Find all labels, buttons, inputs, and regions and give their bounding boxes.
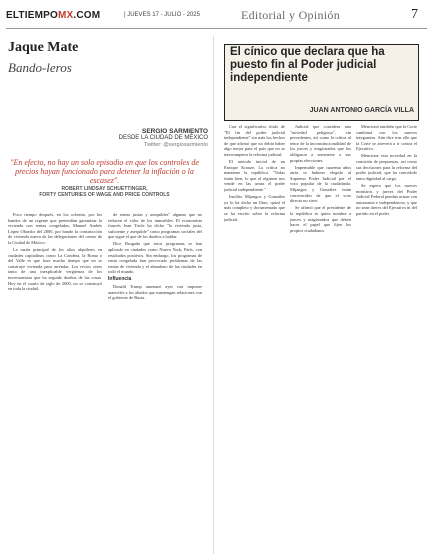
text-column-2 [108,212,202,552]
newspaper-logo[interactable] [6,10,100,21]
paragraph: El artículo inicial de un Enrique Krauze, La crítica no mantiene la república, "Todas están bien, lo que el régimen nos vende en las urnas el poder judicial independiente." [224,159,285,193]
text-column-1 [8,212,102,552]
paragraph: Con el significativo título de "El fin del poder judicial independiente" sin más los hechos de que afirmó que no debía haber algo mejor para el país que no se interrumpiera la reforma judicial. [224,124,285,157]
article-byline: JUAN ANTONIO GARCÍA VILLA [309,107,414,114]
page-number: 7 [411,7,418,22]
paragraph: Dice Brugada que estos programas se han aplicado en ciudades como Nueva York, París, con resultados positivos. Sin embargo, los programas de renta congelada han provocado problemas de las rentas de vivienda y el abandono de las ciudades en todo el mundo. [108,241,202,275]
text-column-5 [356,124,417,552]
quote-author: ROBERT LINDSAY SCHUETTINGER, [61,186,148,192]
paragraph: Donald Trump amenazó ayer con imponer aranceles a los aliados que mantengan relaciones con el gobierno de Rusia. [108,284,202,301]
author-twitter[interactable]: Twitter: @sergiosarmiento [144,142,208,148]
author-location: DESDE LA CIUDAD DE MÉXICO [118,135,208,141]
column-divider [213,36,214,554]
paragraph: Insólito Mijangos y González ya lo ha dicho un libro, quizá el más completo y documentado que se ha escrito sobre la reforma judicial. [224,194,285,222]
logo-main: ELTIEMPO [6,10,58,21]
paragraph: Judicial que considera una "novedad peligrosa", sin precedentes, así como la crítica al tenor de la inconstitucionalidad de los jueces y magistrados que los obligaron a someterse a sus propias elecciones. [290,124,351,163]
section-title: Editorial y Opinión [241,8,341,22]
paragraph: Poco tiempo después, en los ochenta, por los bandos de un regente que pretendían garantizar la vivienda con rentas congeladas, Manuel Andrés López Obrador del 2000, por bando la construcción de vivienda nueva de las delegaciones del centro de la Ciudad de México. [8,212,102,245]
article-headline: El cínico que declara que ha puesto fin al Poder judicial independiente [230,46,385,84]
text-column-3 [224,124,285,552]
pull-quote-citation [8,186,201,198]
pull-quote: "En efecto, no hay un solo episodio en que los controles de precios hayan funcionado para detener la inflación o la escasez". [10,158,199,185]
logo-accent: MX [57,10,74,21]
paragraph: Se espera que los nuevos ministros y jueces del Poder Judicial Federal puedan actuar con autonomía e independencia, y que no sean títeres del Ejecutivo ni del partido en el poder. [356,182,417,216]
paragraph: Mencionó también que la Corte cambiará con los nuevos integrantes. Aún dice tras ello que la Corte se atreverá a ir contra el Ejecutivo. [356,124,417,152]
paragraph: de rentas justas y asequibles" algunas que no reducen el valor de los inmuebles. El economista francés Jean Tirole ha dicho "la vivienda justa, suficiente y asequible" como programas sociales del que sigue el que de los dueños a hablar. [108,212,202,240]
subheading: Influencia [108,276,132,283]
column-title: Bando-leros [8,60,72,75]
column-name: Jaque Mate [8,40,79,55]
author-name: SERGIO SARMIENTO [142,128,208,135]
author-block [119,128,208,149]
paragraph: La razón principal de los altos alquileres en ciudades capitalinas como La Condesa, la Roma o del Valle es que hace mucho tiempo que no se construye vivienda para arrendar. Los recios ceses tanto de una inexplicable vergüenza de los inversionistas que ha seguido dueños de las cosas. Hoy en el cuarto de siglo de 2000, no se construyó en toda la ciudad. [8,247,102,292]
paragraph: Impensable que cuarenta años atrás se hubiese elegido al Supremo Poder Judicial por el voto popular de la ciudadanía. Mijangos y González están convencidos de que el voto directo no sirve. [290,164,351,204]
quote-source: FORTY CENTURIES OF WAGE AND PRICE CONTROLS [39,192,170,198]
paragraph: Se afirmó que el presidente de la república es quien nombra a jueces y magistrados que deben hacer el papel que fijen los propios ciudadanos. [290,205,351,233]
page-header [6,6,427,29]
paragraph: Mencione esta novedad en la comisión de propuestas, así como sus decisiones para la reforma del poder judicial, que ha concedido tanta dignidad al cargo. [356,153,417,181]
issue-date: | JUEVES 17 - JULIO - 2025 [124,12,200,18]
text-column-4 [290,124,351,552]
logo-suffix: .COM [73,10,101,21]
